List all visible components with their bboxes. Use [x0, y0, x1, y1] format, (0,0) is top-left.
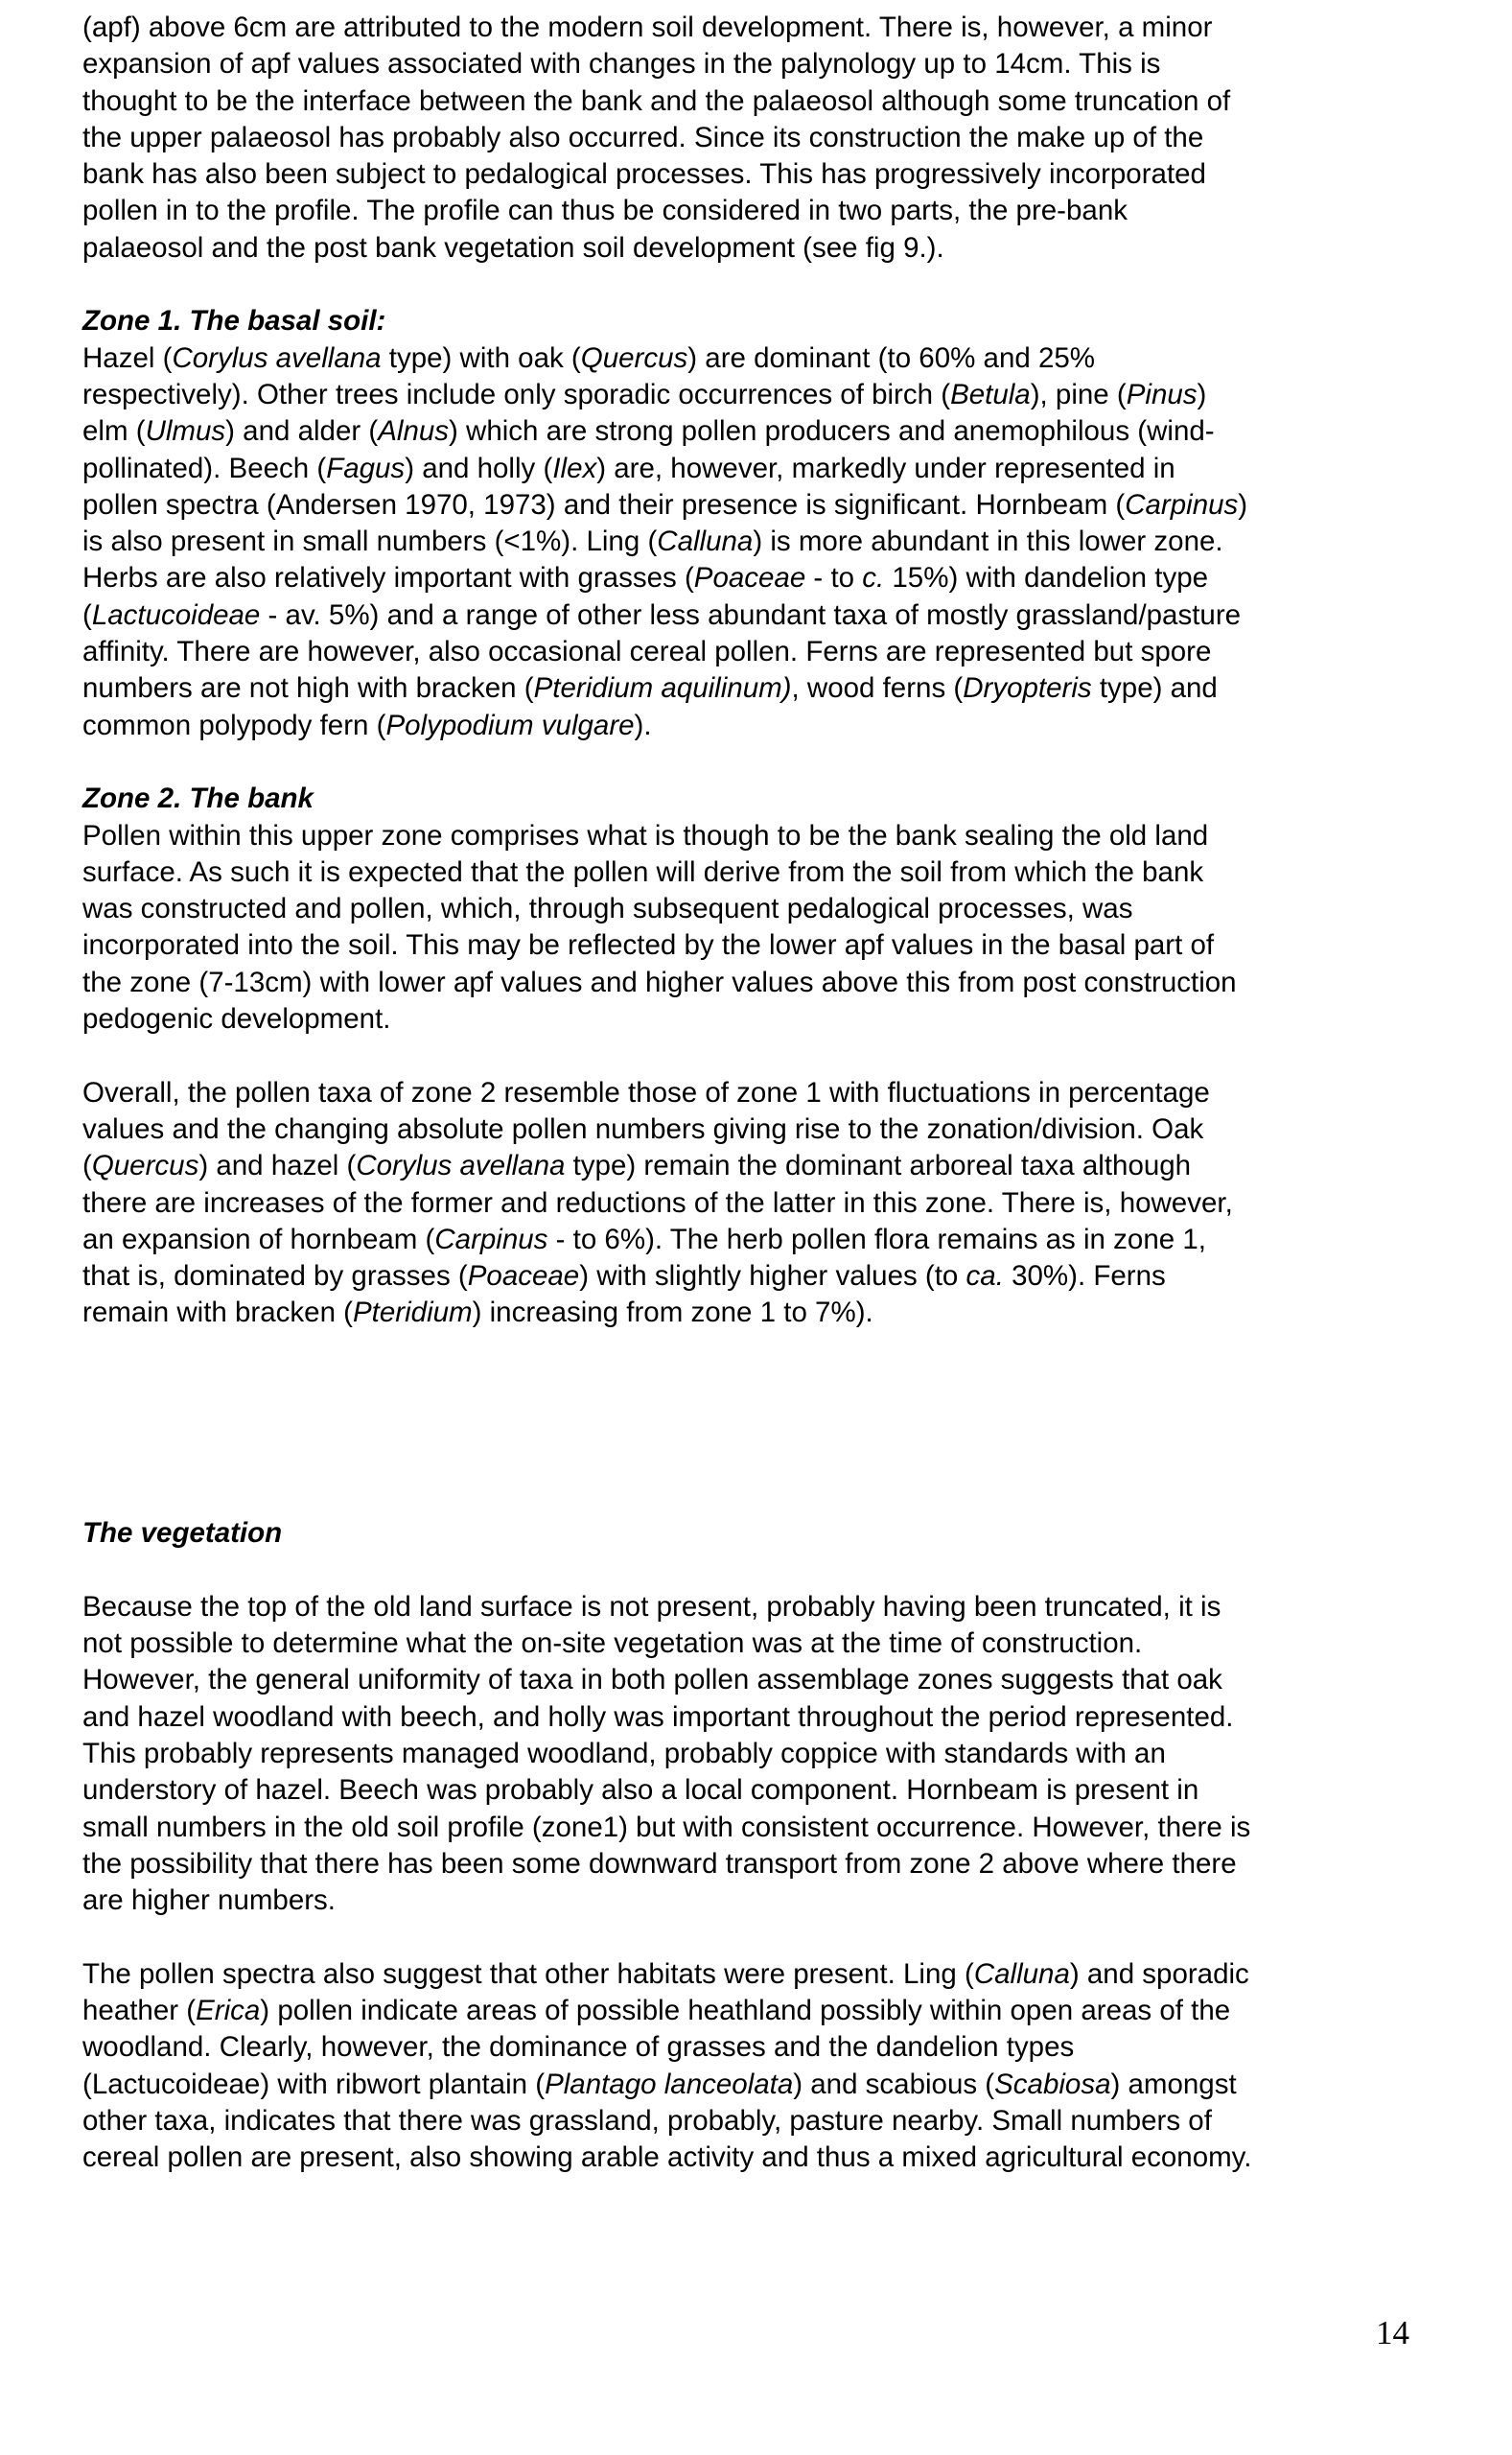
text-run: This probably represents managed woodland, probably coppice with standards with an [82, 1737, 1166, 1769]
text-run: an expansion of hornbeam ( [82, 1223, 435, 1255]
italic-taxon: Corylus avellana [356, 1150, 566, 1182]
text-line [82, 1001, 1425, 1038]
text-line [82, 854, 1425, 891]
text-line [82, 10, 1425, 46]
paragraph [82, 1956, 1425, 2177]
italic-taxon: Pinus [1126, 378, 1198, 410]
text-line [82, 891, 1425, 927]
text-run: affinity. There are however, also occasional cereal pollen. Ferns are represented but spore [82, 636, 1212, 668]
text-line [82, 1736, 1425, 1772]
text-line [82, 634, 1425, 670]
italic-taxon: Dryopteris [963, 672, 1092, 705]
italic-taxon: Calluna [973, 1957, 1070, 1990]
text-line [82, 560, 1425, 596]
text-run: 30%). Ferns [1003, 1260, 1166, 1293]
text-run: type) with oak ( [381, 341, 581, 374]
italic-taxon: Quercus [91, 1150, 199, 1182]
italic-taxon: Scabiosa [994, 2068, 1111, 2100]
text-line [82, 2103, 1425, 2139]
text-line [82, 1111, 1425, 1148]
text-line [82, 156, 1425, 193]
text-run: values and the changing absolute pollen numbers giving rise to the zonation/division. Oak [82, 1112, 1204, 1145]
text-run: ) [1238, 488, 1248, 521]
text-line [82, 927, 1425, 964]
text-line [82, 597, 1425, 634]
section-heading [82, 303, 1425, 339]
text-run: ) which are strong pollen producers and anemophilous (wind- [449, 415, 1215, 448]
text-line [82, 708, 1425, 744]
text-run: surface. As such it is expected that the pollen will derive from the soil from which the bank [82, 855, 1204, 888]
italic-taxon: Pteridium aquilinum) [533, 672, 792, 705]
text-line [82, 487, 1425, 524]
text-run: cereal pollen are present, also showing arable activity and thus a mixed agricultural economy. [82, 2141, 1252, 2174]
italic-taxon: Corylus avellana [172, 341, 382, 374]
text-line [82, 524, 1425, 560]
text-run: , wood ferns ( [791, 672, 964, 705]
section-heading-text: The vegetation [82, 1517, 283, 1550]
section-heading [82, 1515, 1425, 1552]
text-line [82, 1185, 1425, 1222]
section-heading-text: Zone 1. The basal soil: [82, 305, 386, 338]
italic-taxon: Poaceae [693, 562, 806, 595]
text-line [82, 2029, 1425, 2066]
text-run: Because the top of the old land surface is not present, probably having been truncated, it is [82, 1590, 1221, 1623]
text-run: ( [82, 1150, 92, 1182]
text-run: ) and hazel ( [198, 1150, 357, 1182]
text-run: Pollen within this upper zone comprises what is though to be the bank sealing the old land [82, 819, 1209, 852]
text-run: that is, dominated by grasses ( [82, 1260, 468, 1293]
text-line [82, 1625, 1425, 1662]
text-line [82, 1772, 1425, 1809]
text-run: (Lactucoideae) with ribwort plantain ( [82, 2068, 546, 2100]
text-line [82, 83, 1425, 120]
text-run: ), pine ( [1030, 378, 1127, 410]
paragraph-spacer [82, 1368, 1425, 1405]
text-run: - av. 5%) and a range of other less abundant taxa of mostly grassland/pasture [260, 598, 1242, 631]
italic-taxon: ca. [965, 1260, 1004, 1293]
text-line [82, 413, 1425, 450]
text-line [82, 120, 1425, 156]
text-run: ( [82, 598, 92, 631]
text-run: (apf) above 6cm are attributed to the modern soil development. There is, however, a minor [82, 12, 1213, 43]
text-line [82, 1589, 1425, 1625]
text-line [82, 2139, 1425, 2176]
text-run: ). [634, 709, 652, 741]
italic-taxon: Ilex [552, 452, 597, 484]
italic-taxon: Alnus [378, 415, 450, 448]
paragraph-spacer [82, 1405, 1425, 1441]
text-line [82, 1699, 1425, 1736]
paragraph [82, 1589, 1425, 1920]
text-run: incorporated into the soil. This may be reflected by the lower apf values in the basal part of [82, 929, 1215, 962]
text-run: ) with slightly higher values (to [579, 1260, 966, 1293]
text-run: 15%) with dandelion type [884, 562, 1209, 595]
text-run: ) are dominant (to 60% and 25% [687, 341, 1095, 374]
text-line [82, 1956, 1425, 1993]
text-line [82, 1882, 1425, 1919]
text-run: ) pollen indicate areas of possible heathland possibly within open areas of the [260, 1995, 1231, 2027]
text-run: ) amongst [1110, 2068, 1237, 2100]
text-run: The pollen spectra also suggest that other habitats were present. Ling ( [82, 1957, 974, 1990]
text-run: and hazel woodland with beech, and holly was important throughout the period represented. [82, 1700, 1234, 1733]
text-run: are higher numbers. [82, 1884, 337, 1917]
text-run: Overall, the pollen taxa of zone 2 resemble those of zone 1 with fluctuations in percentage [82, 1076, 1210, 1109]
italic-taxon: Poaceae [467, 1260, 580, 1293]
paragraph-spacer [82, 1332, 1425, 1368]
text-run: pollinated). Beech ( [82, 452, 327, 484]
paragraph [82, 10, 1425, 267]
text-line [82, 193, 1425, 229]
text-run: was constructed and pollen, which, through subsequent pedalogical processes, was [82, 893, 1133, 925]
text-run: woodland. Clearly, however, the dominance of grasses and the dandelion types [82, 2031, 1075, 2064]
italic-taxon: Quercus [580, 341, 688, 374]
text-line [82, 2067, 1425, 2103]
text-line [82, 230, 1425, 267]
section-heading-text: Zone 2. The bank [82, 783, 314, 815]
text-run: Hazel ( [82, 341, 173, 374]
paragraph-spacer [82, 744, 1425, 781]
text-line [82, 340, 1425, 377]
text-run: - to [805, 562, 863, 595]
page-number: 14 [1376, 2314, 1409, 2351]
italic-taxon: c. [862, 562, 885, 595]
text-line [82, 1295, 1425, 1331]
text-run: However, the general uniformity of taxa in both pollen assemblage zones suggests that oak [82, 1664, 1222, 1696]
text-line [82, 670, 1425, 707]
text-run: type) remain the dominant arboreal taxa although [565, 1150, 1192, 1182]
paragraph [82, 818, 1425, 1039]
text-run: the upper palaeosol has probably also occurred. Since its construction the make up of the [82, 121, 1204, 153]
text-run: Herbs are also relatively important with grasses ( [82, 562, 694, 595]
text-run: ) increasing from zone 1 to 7%). [472, 1297, 873, 1329]
text-run: ) [1197, 378, 1207, 410]
text-run: numbers are not high with bracken ( [82, 672, 534, 705]
italic-taxon: Ulmus [145, 415, 226, 448]
document-page [82, 10, 1425, 2177]
text-run: common polypody fern ( [82, 709, 386, 741]
text-run: not possible to determine what the on-site vegetation was at the time of construction. [82, 1627, 1143, 1660]
paragraph-spacer [82, 1038, 1425, 1074]
text-run: ) and sporadic [1069, 1957, 1249, 1990]
paragraph [82, 340, 1425, 744]
text-line [82, 451, 1425, 487]
text-line [82, 1662, 1425, 1698]
text-run: remain with bracken ( [82, 1297, 353, 1329]
text-line [82, 818, 1425, 854]
text-run: the zone (7-13cm) with lower apf values and higher values above this from post construction [82, 966, 1237, 998]
italic-taxon: Carpinus [1125, 488, 1239, 521]
text-run: other taxa, indicates that there was grassland, probably, pasture nearby. Small numbers of [82, 2104, 1212, 2137]
text-run: pollen spectra (Andersen 1970, 1973) and their presence is significant. Hornbeam ( [82, 488, 1126, 521]
text-run: bank has also been subject to pedalogical processes. This has progressively incorporated [82, 158, 1206, 191]
text-line [82, 1222, 1425, 1258]
text-run: elm ( [82, 415, 146, 448]
text-line [82, 1258, 1425, 1295]
text-run: small numbers in the old soil profile (zone1) but with consistent occurrence. However, there is [82, 1811, 1251, 1843]
text-run: understory of hazel. Beech was probably also a local component. Hornbeam is present in [82, 1774, 1199, 1807]
text-run: the possibility that there has been some downward transport from zone 2 above where there [82, 1847, 1237, 1880]
italic-taxon: Polypodium vulgare [385, 709, 635, 741]
paragraph-spacer [82, 1552, 1425, 1588]
italic-taxon: Calluna [657, 526, 754, 558]
text-run: thought to be the interface between the bank and the palaeosol although some truncation of [82, 84, 1231, 117]
italic-taxon: Betula [950, 378, 1031, 410]
text-line [82, 377, 1425, 413]
text-run: ) is more abundant in this lower zone. [753, 526, 1223, 558]
text-run: respectively). Other trees include only sporadic occurrences of birch ( [82, 378, 951, 410]
italic-taxon: Carpinus [434, 1223, 548, 1255]
italic-taxon: Plantago lanceolata [545, 2068, 794, 2100]
text-run: type) and [1091, 672, 1218, 705]
paragraph [82, 1075, 1425, 1332]
text-run: ) are, however, markedly under represented in [596, 452, 1175, 484]
italic-taxon: Fagus [326, 452, 406, 484]
text-line [82, 1148, 1425, 1184]
text-run: ) and alder ( [225, 415, 379, 448]
paragraph-spacer [82, 1442, 1425, 1479]
text-line [82, 1075, 1425, 1111]
text-run: ) and holly ( [405, 452, 553, 484]
italic-taxon: Pteridium [353, 1297, 473, 1329]
text-line [82, 46, 1425, 82]
text-line [82, 1810, 1425, 1846]
text-run: is also present in small numbers (<1%). Ling ( [82, 526, 658, 558]
text-run: palaeosol and the post bank vegetation soil development (see fig 9.). [82, 231, 944, 264]
section-heading [82, 781, 1425, 817]
paragraph-spacer [82, 267, 1425, 303]
text-run: pedogenic development. [82, 1003, 391, 1036]
text-line [82, 1993, 1425, 2029]
text-run: pollen in to the profile. The profile can thus be considered in two parts, the pre-bank [82, 195, 1128, 227]
text-line [82, 965, 1425, 1001]
paragraph-spacer [82, 1479, 1425, 1515]
text-run: heather ( [82, 1995, 197, 2027]
italic-taxon: Erica [196, 1995, 261, 2027]
italic-taxon: Lactucoideae [91, 598, 261, 631]
paragraph-spacer [82, 1919, 1425, 1955]
text-run: expansion of apf values associated with changes in the palynology up to 14cm. This is [82, 48, 1161, 81]
text-run: - to 6%). The herb pollen flora remains as in zone 1, [547, 1223, 1206, 1255]
text-line [82, 1846, 1425, 1882]
text-run: there are increases of the former and reductions of the latter in this zone. There is, however, [82, 1186, 1233, 1219]
text-run: ) and scabious ( [793, 2068, 995, 2100]
